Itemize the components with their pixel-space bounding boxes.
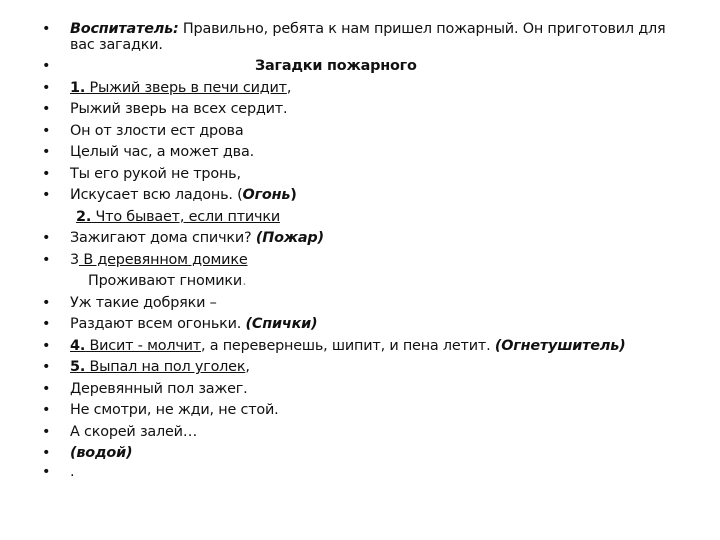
bullet-icon: •: [42, 294, 51, 311]
riddle-number: 1.: [70, 79, 86, 96]
list-item: [42, 400, 682, 422]
bullet-icon: •: [42, 380, 51, 397]
list-item: [42, 228, 682, 250]
riddle-text-tail: ,: [245, 359, 250, 375]
riddle-line: Зажигают дома спички?: [70, 230, 256, 246]
riddle-answer: (Пожар): [255, 230, 324, 246]
list-item-no-bullet: [42, 207, 682, 229]
list-item-no-bullet: [42, 271, 682, 293]
bullet-icon: •: [42, 58, 51, 74]
list-item: [42, 121, 682, 143]
intro-text: Правильно, ребята к нам пришел пожарный. Он приготовил для вас загадки.: [70, 21, 666, 53]
riddle-line: А скорей залей…: [70, 423, 198, 440]
bullet-icon: •: [42, 79, 51, 96]
list-item-heading: [42, 56, 682, 78]
riddle-line: Целый час, а может два.: [70, 144, 254, 160]
list-item-intro: [42, 21, 682, 53]
riddle-number: 3: [70, 251, 79, 268]
list-item: [42, 250, 682, 272]
intro-label: Воспитатель:: [70, 21, 179, 37]
bullet-icon: •: [42, 122, 51, 139]
list-item: [42, 336, 682, 358]
riddle-number: 4.: [70, 337, 86, 354]
bullet-icon: •: [42, 21, 51, 37]
list-item: [42, 314, 682, 336]
list-item: [42, 185, 682, 207]
bullet-icon: •: [42, 144, 51, 160]
riddle-line: Деревянный пол зажег.: [70, 380, 248, 397]
list-item: [42, 357, 682, 379]
riddle-line: Уж такие добряки –: [70, 294, 217, 311]
bullet-icon: •: [42, 337, 51, 354]
riddle-text: Что бывает, если птички: [91, 208, 280, 225]
list-item: [42, 443, 682, 465]
riddle-text: В деревянном домике: [78, 251, 248, 268]
list-item: [42, 164, 682, 186]
riddle-text: Выпал на пол уголек: [85, 359, 246, 375]
list-item: [42, 142, 682, 164]
riddles-heading: Загадки пожарного: [255, 58, 417, 74]
riddle-answer: (Огнетушитель): [494, 337, 626, 354]
riddle-text: Висит - молчит: [85, 337, 201, 354]
bullet-list: [42, 21, 682, 479]
riddle-line: Рыжий зверь на всех сердит.: [70, 101, 288, 117]
riddle-number: 5.: [70, 359, 86, 375]
bullet-icon: •: [42, 423, 51, 440]
riddle-line-dot: .: [242, 273, 247, 289]
riddle-answer-close: ): [290, 187, 297, 203]
riddle-line: Проживают гномики: [88, 273, 243, 289]
riddle-line: , а перевернешь, шипит, и пена летит.: [200, 337, 495, 354]
bullet-icon: •: [42, 230, 51, 246]
riddle-answer: (водой): [70, 445, 133, 461]
list-item: [42, 379, 682, 401]
list-item: [42, 422, 682, 444]
riddle-line: Он от злости ест дрова: [70, 122, 244, 139]
riddle-line: Раздают всем огоньки.: [70, 316, 246, 332]
list-item: [42, 465, 682, 479]
riddle-answer: (Спички): [245, 316, 318, 332]
bullet-icon: •: [42, 165, 51, 182]
riddle-number: 2.: [76, 208, 92, 225]
final-mark: .: [70, 463, 75, 480]
bullet-icon: •: [42, 402, 51, 418]
bullet-icon: •: [42, 316, 51, 332]
bullet-icon: •: [42, 445, 51, 461]
riddle-line: Искусает всю ладонь. (: [70, 187, 243, 203]
riddle-text-tail: ,: [286, 79, 292, 96]
list-item: [42, 293, 682, 315]
list-item: [42, 99, 682, 121]
bullet-icon: •: [42, 359, 51, 375]
bullet-icon: •: [42, 251, 51, 268]
list-item: [42, 78, 682, 100]
riddle-text: Рыжий зверь в печи сидит: [85, 79, 287, 96]
riddle-answer: Огонь: [242, 187, 291, 203]
riddle-line: Ты его рукой не тронь,: [70, 165, 241, 182]
bullet-icon: •: [42, 463, 51, 480]
riddle-line: Не смотри, не жди, не стой.: [70, 402, 279, 418]
bullet-icon: •: [42, 101, 51, 117]
bullet-icon: •: [42, 187, 51, 203]
